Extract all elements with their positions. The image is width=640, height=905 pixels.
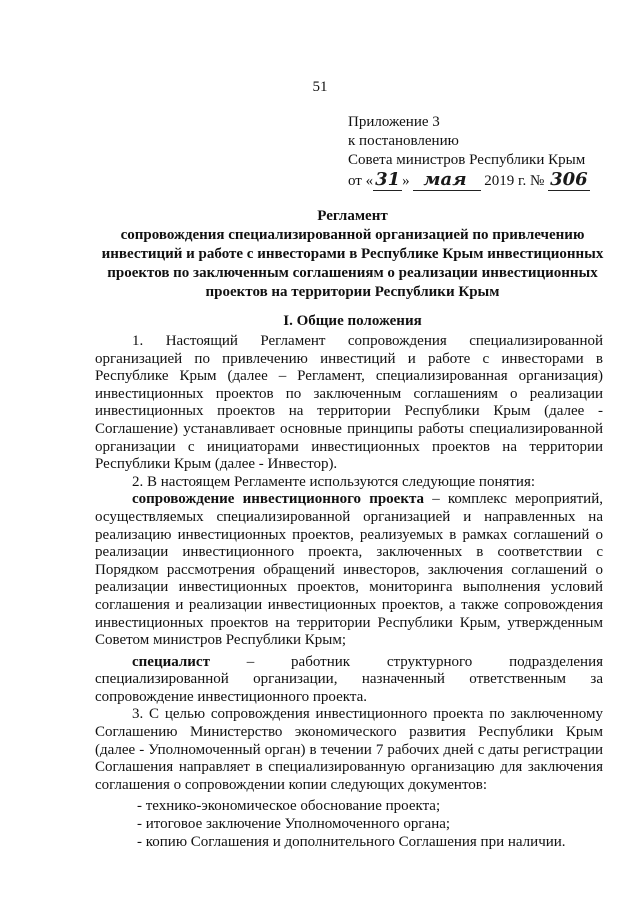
title-line-3: инвестиций и работе с инвесторами в Республике Крым инвестиционных <box>101 246 604 262</box>
title-line-4: проектов по заключенным соглашениям о реализации инвестиционных <box>107 265 598 281</box>
list-item: - копию Соглашения и дополнительного Соглашения при наличии. <box>137 833 566 850</box>
date-mid: » <box>402 173 410 189</box>
paragraph-3: 3. С целью сопровождения инвестиционного проекта по заключенному Соглашению Министерство экономического развития Республики Крым (далее - Уполномоченный орган) в течении 7 рабочих дней с даты регистрации Соглашения направляет в специализированную организацию для заключения соглашения о сопровождении копии следующих документов: <box>95 706 603 793</box>
term-project-support: сопровождение инвестиционного проекта <box>132 491 425 508</box>
paragraph-definition-1 <box>95 491 603 649</box>
title-line-5: проектов на территории Республики Крым <box>205 284 500 300</box>
document-title <box>95 207 610 302</box>
date-number: 306 <box>550 169 588 190</box>
list-item: - итоговое заключение Уполномоченного органа; <box>137 816 451 833</box>
definition-project-support: – комплекс мероприятий, осуществляемых специализированной организацией и направленных на реализацию инвестиционных проектов, реализуемых в рамках соглашений о реализации инвестиционного проекта, заключенных в соответствии с Порядком рассмотрения обращений инвесторов, заключения соглашений о реализации инвестиционных проектов, мониторинга выполнения условий соглашения и реализации инвестиционных проектов, а также сопровождения инвестиционных проектов на территории Республики Крым, утвержденным Советом министров Республики Крым; <box>95 491 603 649</box>
section-title: I. Общие положения <box>283 313 422 329</box>
date-day: 31 <box>375 169 401 190</box>
definition-specialist: – работник структурного подразделения специализированной организации, назначенный ответственным за сопровождение инвестиционного проекта. <box>95 653 603 705</box>
paragraph-definition-2 <box>95 654 603 707</box>
appendix-block <box>348 113 618 191</box>
date-year: 2019 г. № <box>484 173 545 189</box>
date-prefix: от « <box>348 173 374 189</box>
paragraph-2: 2. В настоящем Регламенте используются следующие понятия: <box>132 473 536 490</box>
term-specialist: специалист <box>132 653 210 670</box>
title-line-1: Регламент <box>317 208 388 224</box>
title-line-2: сопровождения специализированной организацией по привлечению <box>120 227 585 243</box>
appendix-line-1: Приложение 3 <box>348 114 440 130</box>
paragraph-1: 1. Настоящий Регламент сопровождения специализированной организацией по привлечению инвестиций и работе с инвесторами в Республике Крым (далее – Регламент, специализированная организация) инвестиционных проектов по заключенным соглашениям о реализации инвестиционных проектов на территории Республики Крым (далее - Соглашение) устанавливает основные принципы работы специализированной организации с инициаторами инвестиционных проектов на территории Республики Крым (далее - Инвестор). <box>95 333 603 473</box>
appendix-line-3: Совета министров Республики Крым <box>348 152 586 168</box>
document-body <box>95 333 603 851</box>
appendix-date-line <box>348 170 618 191</box>
date-month: мая <box>413 169 480 191</box>
appendix-line-2: к постановлению <box>348 133 459 149</box>
list-item: - технико-экономическое обоснование проекта; <box>137 798 441 815</box>
page-number: 51 <box>312 79 328 95</box>
